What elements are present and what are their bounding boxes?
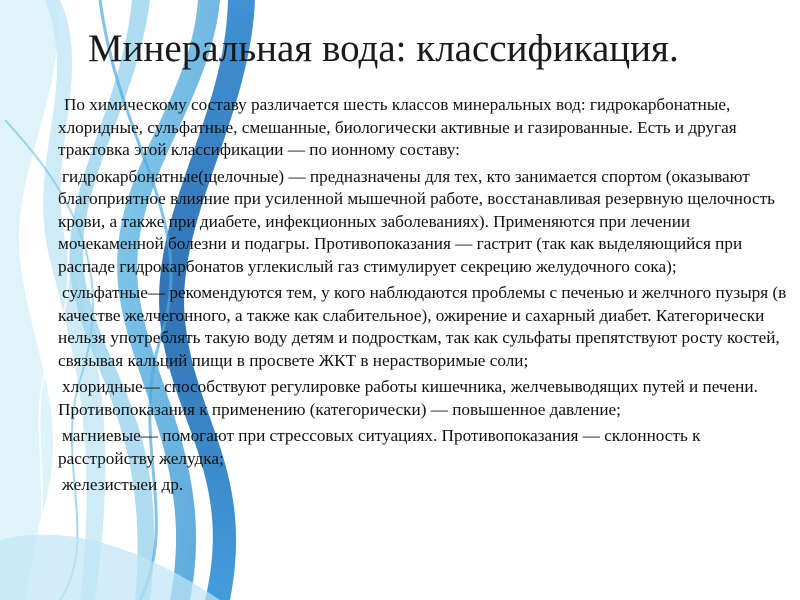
intro-paragraph: По химическому составу различается шесть классов минеральных вод: гидрокарбонатные, хлоридные, сульфатные, смешанные, биологически активные и газированные. Есть и другая трактовка этой классификации — по ионному составу: (58, 95, 737, 159)
slide-title: Минеральная вода: классификация. (88, 27, 679, 70)
class-bicarbonate: гидрокарбонатные(щелочные) — предназначены для тех, кто занимается спортом (оказывают благоприятное влияние при усиленной мышечной работе, восстанавливая резервную щелочность крови, а также при диабете, инфекционных заболеваниях). Применяются при лечении мочекаменной болезни и подагры. Противопоказания — гастрит (так как выделяющийся при распаде гидрокарбонатов углекислый газ стимулирует секрецию желудочного сока); (58, 166, 775, 276)
class-magnesium: магниевые— помогают при стрессовых ситуациях. Противопоказания — склонность к расстройству желудка; (58, 426, 701, 468)
slide-body (58, 94, 794, 501)
ribbon-pale-left (0, 0, 57, 600)
class-ferrous: железистыеи др. (62, 475, 184, 494)
class-sulfate: сульфатные— рекомендуются тем, у кого наблюдаются проблемы с печенью и желчного пузыря (в качестве желчегонного, а также как слабительное), ожирение и сахарный диабет. Категорически нельзя употреблять такую воду детям и подросткам, так как сульфаты препятствуют росту костей, связывая кальций пищи в просвете ЖКТ в нерастворимые соли; (58, 283, 787, 370)
class-chloride: хлоридные— способствуют регулировке работы кишечника, желчевыводящих путей и печени. Противопоказания к применению (категорически) — повышенное давление; (58, 377, 758, 419)
